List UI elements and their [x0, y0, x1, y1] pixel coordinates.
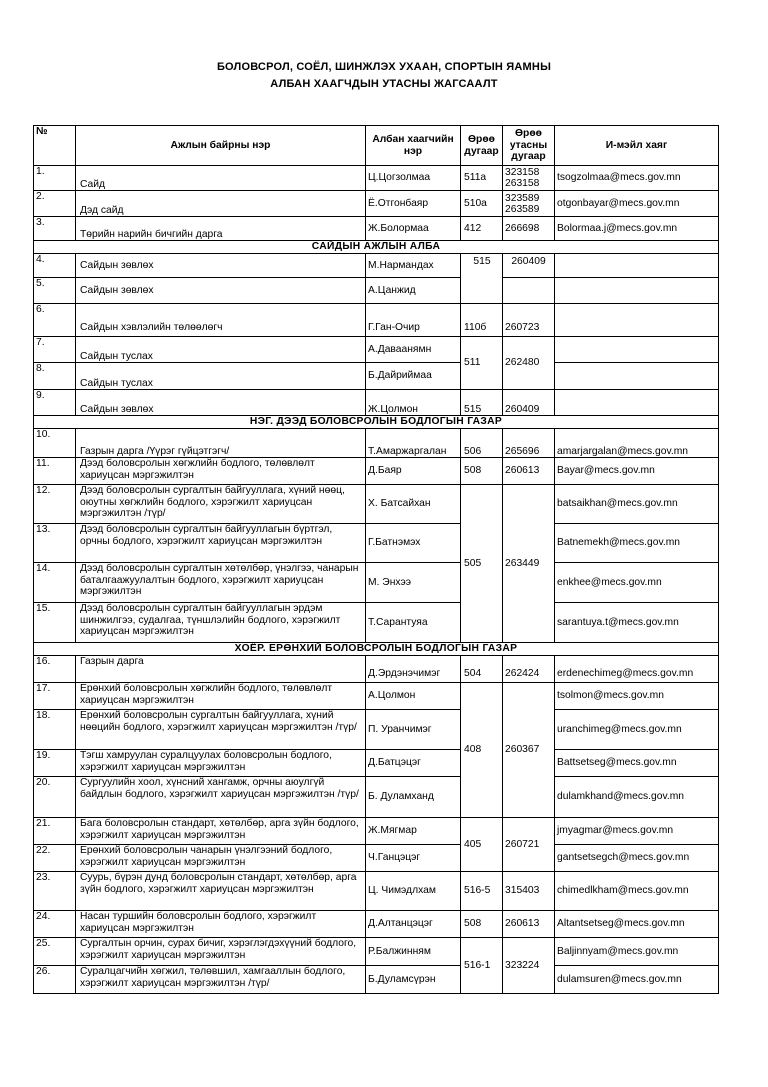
row-email[interactable]: sarantuya.t@mecs.gov.mn [555, 603, 719, 643]
table-row [34, 191, 719, 217]
row-position: Бага боловсролын стандарт, хөтөлбөр, арга зүйн бодлого, хэрэгжилт хариуцсан мэргэжилтэн [76, 818, 366, 845]
row-employee-name: Г.Ган-Очир [366, 304, 461, 337]
table-row [34, 710, 719, 750]
row-employee-name: Д.Алтанцэцэг [366, 911, 461, 938]
row-number: 18. [34, 710, 76, 750]
row-position: Сайдын хэвлэлийн төлөөлөгч [76, 304, 366, 337]
header-room-phone: Өрөө утасны дугаар [503, 126, 555, 166]
row-phone: 260409 [503, 254, 555, 278]
table-row [34, 166, 719, 191]
section-title-minister-office: САЙДЫН АЖЛЫН АЛБА [34, 241, 719, 254]
row-email[interactable]: otgonbayar@mecs.gov.mn [555, 191, 719, 217]
row-room: 515 [461, 390, 503, 416]
row-room: 516-5 [461, 872, 503, 911]
row-number: 5. [34, 278, 76, 304]
section-title-general-education: ХОЁР. ЕРӨНХИЙ БОЛОВСРОЛЫН БОДЛОГЫН ГАЗАР [34, 643, 719, 656]
row-phone: 262480 [503, 337, 555, 390]
table-row [34, 458, 719, 485]
table-row [34, 683, 719, 710]
row-employee-name: М. Энхээ [366, 563, 461, 603]
document-title-line-2: АЛБАН ХААГЧДЫН УТАСНЫ ЖАГСААЛТ [270, 78, 498, 90]
row-room: 405 [461, 818, 503, 872]
table-row [34, 278, 719, 304]
table-row [34, 429, 719, 458]
row-position: Сайдын туслах [76, 337, 366, 363]
row-employee-name: Х. Батсайхан [366, 485, 461, 524]
row-number: 7. [34, 337, 76, 363]
row-number: 19. [34, 750, 76, 777]
row-position: Суурь, бүрэн дунд боловсролын стандарт, хөтөлбөр, арга зүйн бодлого, хэрэгжилт хариуцсан мэргэжилтэн [76, 872, 366, 911]
row-email[interactable]: gantsetsegch@mecs.gov.mn [555, 845, 719, 872]
row-employee-name: Ц. Чимэдлхам [366, 872, 461, 911]
table-header-row [34, 126, 719, 166]
table-row [34, 777, 719, 818]
row-room: 515 [461, 254, 503, 304]
row-position: Сайдын зөвлөх [76, 390, 366, 416]
section-header-row [34, 643, 719, 656]
table-row [34, 656, 719, 683]
header-email: И-мэйл хаяг [555, 126, 719, 166]
row-email[interactable]: Altantsetseg@mecs.gov.mn [555, 911, 719, 938]
section-title-higher-education: НЭГ. ДЭЭД БОЛОВСРОЛЫН БОДЛОГЫН ГАЗАР [34, 416, 719, 429]
row-position: Төрийн нарийн бичгийн дарга [76, 217, 366, 241]
table-row [34, 337, 719, 363]
row-room: 508 [461, 458, 503, 485]
row-phone: 260613 [503, 911, 555, 938]
table-row [34, 845, 719, 872]
row-number: 24. [34, 911, 76, 938]
row-employee-name: П. Уранчимэг [366, 710, 461, 750]
row-phone-line-1: 323158 [505, 167, 540, 178]
row-position: Дэд сайд [76, 191, 366, 217]
row-number: 20. [34, 777, 76, 818]
row-employee-name: Ё.Отгонбаяр [366, 191, 461, 217]
row-room: 511 [461, 337, 503, 390]
row-employee-name: Ц.Цогзолмаа [366, 166, 461, 191]
row-position: Ерөнхий боловсролын сургалтын байгууллага, хүний нөөцийн бодлого, хэрэгжилт хариуцсан мэргэжилтэн /түр/ [76, 710, 366, 750]
row-room: 505 [461, 485, 503, 643]
row-position: Дээд боловсролын сургалтын байгууллагын эрдэм шинжилгээ, судалгаа, түншлэлийн бодлого, хэрэгжилт хариуцсан мэргэжилтэн [76, 603, 366, 643]
row-room: 412 [461, 217, 503, 241]
row-number: 3. [34, 217, 76, 241]
row-room: 508 [461, 911, 503, 938]
row-email[interactable]: batsaikhan@mecs.gov.mn [555, 485, 719, 524]
row-number: 17. [34, 683, 76, 710]
row-email [555, 254, 719, 278]
row-employee-name: Т.Амаржаргалан [366, 429, 461, 458]
row-employee-name: Ч.Ганцэцэг [366, 845, 461, 872]
row-phone: 323224 [503, 938, 555, 994]
row-phone: 262424 [503, 656, 555, 683]
row-employee-name: А.Цанжид [366, 278, 461, 304]
row-phone: 260367 [503, 683, 555, 818]
table-row [34, 818, 719, 845]
row-employee-name: Б.Дуламсүрэн [366, 966, 461, 994]
row-phone: 315403 [503, 872, 555, 911]
row-position: Сургалтын орчин, сурах бичиг, хэрэглэгдэхүүний бодлого, хэрэгжилт хариуцсан мэргэжилтэн [76, 938, 366, 966]
row-number: 25. [34, 938, 76, 966]
document-title-line-1: БОЛОВСРОЛ, СОЁЛ, ШИНЖЛЭХ УХААН, СПОРТЫН ЯАМНЫ [216, 61, 552, 73]
table-row [34, 217, 719, 241]
row-email [555, 390, 719, 416]
row-employee-name: А.Цолмон [366, 683, 461, 710]
row-employee-name: А.Даваанямн [366, 337, 461, 363]
row-email [555, 278, 719, 304]
table-row [34, 304, 719, 337]
row-room: 408 [461, 683, 503, 818]
row-phone: 260723 [503, 304, 555, 337]
row-number: 1. [34, 166, 76, 191]
row-room: 110б [461, 304, 503, 337]
row-number: 8. [34, 363, 76, 390]
row-position: Сайдын зөвлөх [76, 254, 366, 278]
row-phone: 260721 [503, 818, 555, 872]
row-email[interactable]: Battsetseg@mecs.gov.mn [555, 750, 719, 777]
row-phone-line-2: 263589 [505, 203, 540, 215]
row-position: Сургуулийн хоол, хүнсний хангамж, орчны аюулгүй байдлын бодлого, хэрэгжилт хариуцсан мэргэжилтэн /түр/ [76, 777, 366, 818]
table-row [34, 966, 719, 994]
table-row [34, 485, 719, 524]
row-position: Сайдын зөвлөх [76, 278, 366, 304]
header-room-number: Өрөө дугаар [461, 126, 503, 166]
row-number: 11. [34, 458, 76, 485]
row-email[interactable]: Batnemekh@mecs.gov.mn [555, 524, 719, 563]
row-room: 504 [461, 656, 503, 683]
row-email [555, 363, 719, 390]
row-number: 23. [34, 872, 76, 911]
row-employee-name: Д.Эрдэнэчимэг [366, 656, 461, 683]
row-employee-name: Б. Дуламханд [366, 777, 461, 818]
row-room: 510а [461, 191, 503, 217]
row-phone [503, 278, 555, 304]
row-phone: 266698 [503, 217, 555, 241]
row-number: 16. [34, 656, 76, 683]
row-position: Газрын дарга /Үүрэг гүйцэтгэгч/ [76, 429, 366, 458]
section-header-row [34, 241, 719, 254]
row-employee-name: Р.Балжинням [366, 938, 461, 966]
header-number: № [34, 126, 76, 166]
row-email[interactable]: jmyagmar@mecs.gov.mn [555, 818, 719, 845]
table-row [34, 254, 719, 278]
row-email[interactable]: enkhee@mecs.gov.mn [555, 563, 719, 603]
table-row [34, 563, 719, 603]
row-room: 511а [461, 166, 503, 191]
row-employee-name: Г.Батнэмэх [366, 524, 461, 563]
row-position: Ерөнхий боловсролын чанарын үнэлгээний бодлого, хэрэгжилт хариуцсан мэргэжилтэн [76, 845, 366, 872]
row-position: Суралцагчийн хөгжил, төлөвшил, хамгааллын бодлого, хэрэгжилт хариуцсан мэргэжилтэн /түр/ [76, 966, 366, 994]
row-number: 15. [34, 603, 76, 643]
row-position: Газрын дарга [76, 656, 366, 683]
row-phone [503, 166, 555, 191]
phone-list-table [33, 125, 719, 994]
header-employee-name: Албан хаагчийн нэр [366, 126, 461, 166]
row-position: Дээд боловсролын сургалтын байгууллагын бүртгэл, орчны бодлого, хэрэгжилт хариуцсан мэргэжилтэн [76, 524, 366, 563]
row-position: Сайдын туслах [76, 363, 366, 390]
row-number: 4. [34, 254, 76, 278]
row-email [555, 304, 719, 337]
row-position: Дээд боловсролын хөгжлийн бодлого, төлөвлөлт хариуцсан мэргэжилтэн [76, 458, 366, 485]
row-number: 26. [34, 966, 76, 994]
row-number: 21. [34, 818, 76, 845]
row-position: Ерөнхий боловсролын хөгжлийн бодлого, төлөвлөлт хариуцсан мэргэжилтэн [76, 683, 366, 710]
row-employee-name: Ж.Цолмон [366, 390, 461, 416]
row-email[interactable]: dulamsuren@mecs.gov.mn [555, 966, 719, 994]
row-email[interactable]: Bolormaa.j@mecs.gov.mn [555, 217, 719, 241]
table-row [34, 363, 719, 390]
table-row [34, 872, 719, 911]
row-position: Дээд боловсролын сургалтын байгууллага, хүний нөөц, оюутны хөгжлийн бодлого, хэрэгжилт хариуцсан мэргэжилтэн /түр/ [76, 485, 366, 524]
row-phone [503, 191, 555, 217]
table-row [34, 524, 719, 563]
row-phone: 260409 [503, 390, 555, 416]
header-position: Ажлын байрны нэр [76, 126, 366, 166]
row-phone: 260613 [503, 458, 555, 485]
row-position: Дээд боловсролын сургалтын хөтөлбөр, үнэлгээ, чанарын баталгаажуулалтын бодлого, хэрэгжилт хариуцсан мэргэжилтэн [76, 563, 366, 603]
table-row [34, 390, 719, 416]
row-number: 10. [34, 429, 76, 458]
row-employee-name: Ж.Болормаа [366, 217, 461, 241]
row-employee-name: Ж.Мягмар [366, 818, 461, 845]
row-position: Насан туршийн боловсролын бодлого, хэрэгжилт хариуцсан мэргэжилтэн [76, 911, 366, 938]
row-employee-name: Б.Дайриймаа [366, 363, 461, 390]
row-number: 9. [34, 390, 76, 416]
row-employee-name: М.Нармандах [366, 254, 461, 278]
row-email [555, 337, 719, 363]
row-email[interactable]: erdenechimeg@mecs.gov.mn [555, 656, 719, 683]
row-phone-line-1: 323589 [505, 192, 540, 204]
row-employee-name: Д.Баяр [366, 458, 461, 485]
row-employee-name: Т.Сарантуяа [366, 603, 461, 643]
row-email[interactable]: chimedlkham@mecs.gov.mn [555, 872, 719, 911]
row-email[interactable]: uranchimeg@mecs.gov.mn [555, 710, 719, 750]
table-row [34, 938, 719, 966]
row-email[interactable]: amarjargalan@mecs.gov.mn [555, 429, 719, 458]
row-phone: 265696 [503, 429, 555, 458]
row-email[interactable]: tsogzolmaa@mecs.gov.mn [555, 166, 719, 191]
table-row [34, 911, 719, 938]
table-row [34, 603, 719, 643]
row-room: 506 [461, 429, 503, 458]
row-number: 6. [34, 304, 76, 337]
row-email[interactable]: tsolmon@mecs.gov.mn [555, 683, 719, 710]
table-row [34, 750, 719, 777]
row-room: 516-1 [461, 938, 503, 994]
row-number: 22. [34, 845, 76, 872]
row-number: 13. [34, 524, 76, 563]
row-employee-name: Д.Батцэцэг [366, 750, 461, 777]
row-email[interactable]: Bayar@mecs.gov.mn [555, 458, 719, 485]
row-position: Сайд [76, 166, 366, 191]
row-number: 14. [34, 563, 76, 603]
row-position: Тэгш хамруулан суралцуулах боловсролын бодлого, хэрэгжилт хариуцсан мэргэжилтэн [76, 750, 366, 777]
row-email[interactable]: Baljinnyam@mecs.gov.mn [555, 938, 719, 966]
row-phone: 263449 [503, 485, 555, 643]
section-header-row [34, 416, 719, 429]
row-phone-line-2: 263158 [505, 178, 540, 189]
row-number: 2. [34, 191, 76, 217]
row-email[interactable]: dulamkhand@mecs.gov.mn [555, 777, 719, 818]
row-number: 12. [34, 485, 76, 524]
